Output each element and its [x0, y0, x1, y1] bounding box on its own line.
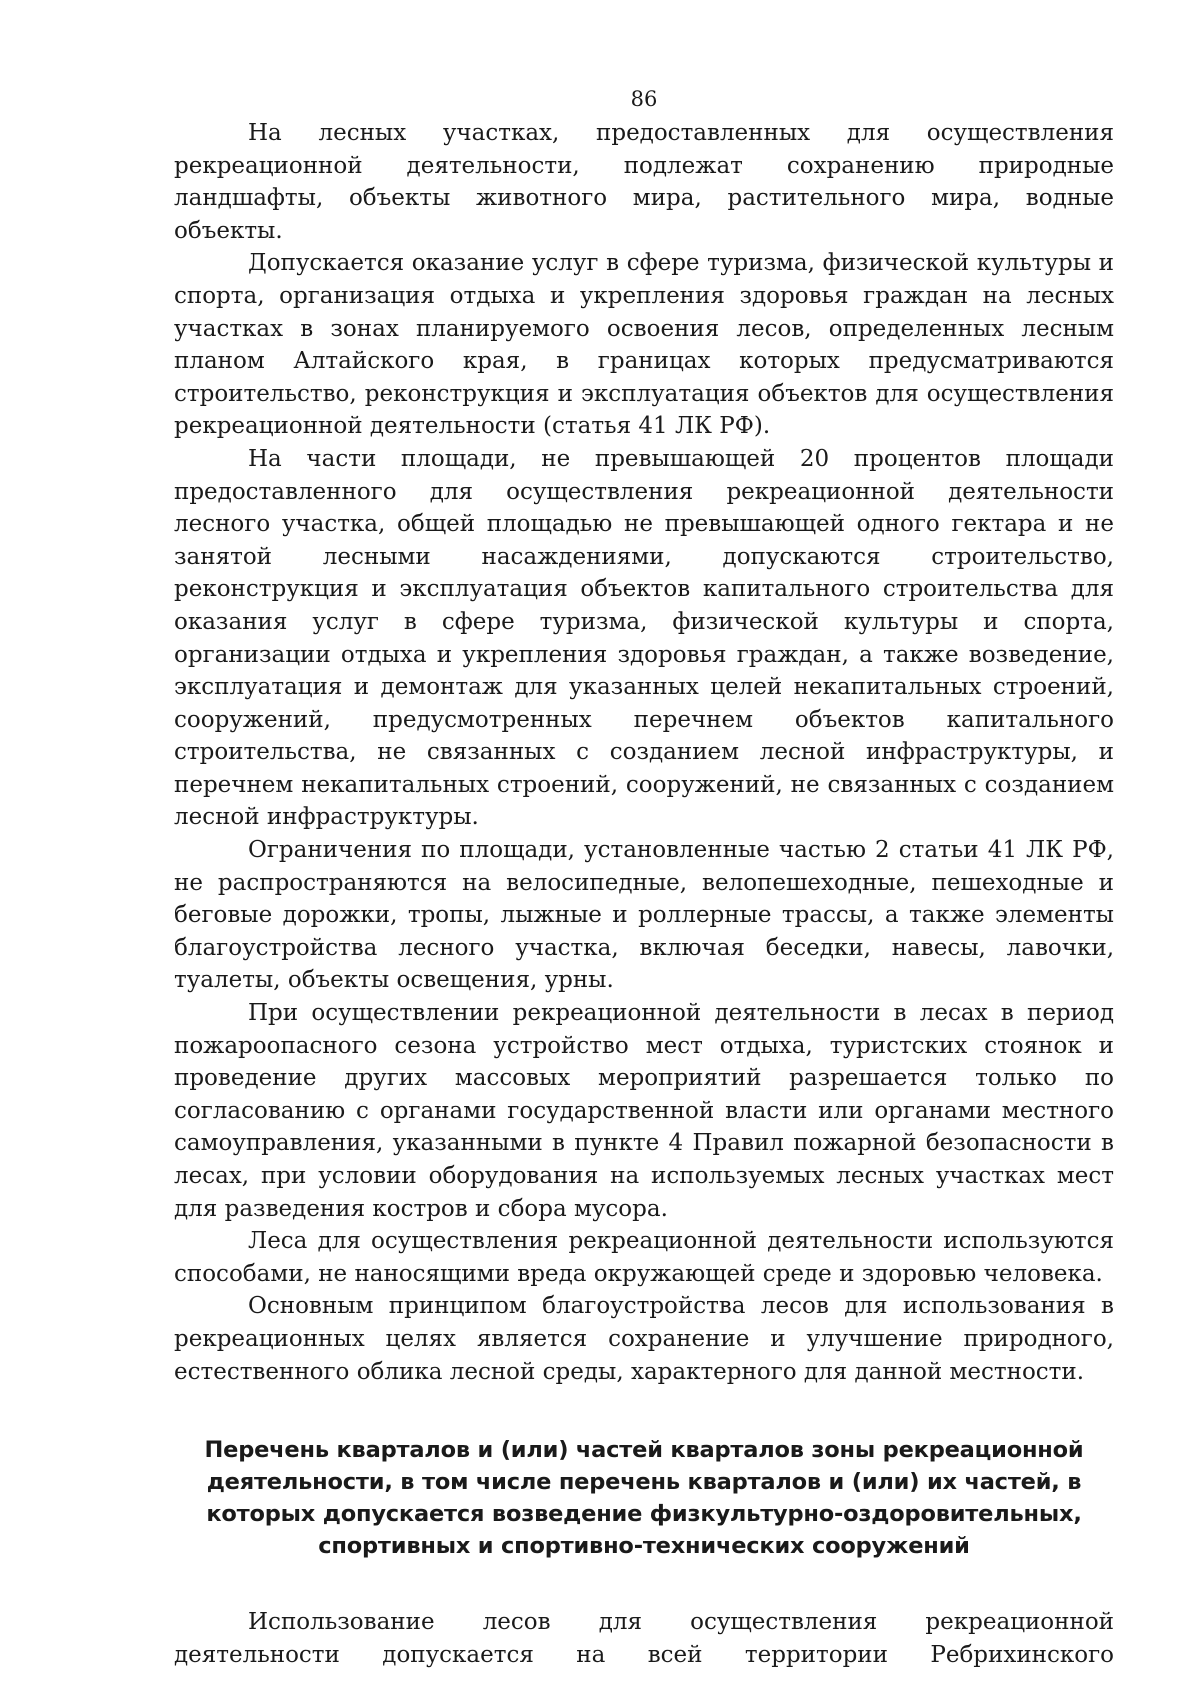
paragraph-area-limit: На части площади, не превышающей 20 процентов площади предоставленного для осуществления рекреационной деятельности лесного участка, общей площадью не превышающей одного гектара и не занятой лесными насаждениями, допускаются строительство, реконструкция и эксплуатация объектов капитального строительства для оказания услуг в сфере туризма, физической культуры и спорта, организации отдыха и укрепления здоровья граждан, а также возведение, эксплуатация и демонтаж для указанных целей некапитальных строений, сооружений, предусмотренных перечнем объектов капитального строительства, не связанных с созданием лесной инфраструктуры, и перечнем некапитальных строений, сооружений, не связанных с созданием лесной инфраструктуры. — [174, 445, 1114, 831]
paragraph-harmless-methods: Леса для осуществления рекреационной деятельности используются способами, не наносящими вреда окружающей среде и здоровью человека. — [174, 1228, 1114, 1287]
paragraph-fire-season: При осуществлении рекреационной деятельности в лесах в период пожароопасного сезона устройство мест отдыха, туристских стоянок и проведение других массовых мероприятий разрешается только по согласованию с органами государственной власти или органами местного самоуправления, указанными в пункте 4 Правил пожарной безопасности в лесах, при условии оборудования на используемых лесных участках мест для разведения костров и сбора мусора. — [174, 1000, 1114, 1222]
paragraph-forest-usage: Использование лесов для осуществления рекреационной деятельности допускается на всей территории Ребрихинского — [174, 1609, 1114, 1668]
paragraph-recreation-preservation: На лесных участках, предоставленных для осуществления рекреационной деятельности, подлежат сохранению природные ландшафты, объекты животного мира, растительного мира, водные объекты. — [174, 120, 1114, 244]
page-number: 86 — [630, 87, 658, 111]
paragraph-services-allowed: Допускается оказание услуг в сфере туризма, физической культуры и спорта, организация отдыха и укрепления здоровья граждан на лесных участках в зонах планируемого освоения лесов, определенных лесным планом Алтайского края, в границах которых предусматриваются строительство, реконструкция и эксплуатация объектов для осуществления рекреационной деятельности (статья 41 ЛК РФ). — [174, 250, 1114, 440]
document-page — [174, 85, 1114, 1671]
paragraph-area-exceptions: Ограничения по площади, установленные частью 2 статьи 41 ЛК РФ, не распространяются на велосипедные, велопешеходные, пешеходные и беговые дорожки, тропы, лыжные и роллерные трассы, а также элементы благоустройства лесного участка, включая беседки, навесы, лавочки, туалеты, объекты освещения, урны. — [174, 837, 1114, 994]
paragraph-improvement-principle: Основным принципом благоустройства лесов для использования в рекреационных целях является сохранение и улучшение природного, естественного облика лесной среды, характерного для данной местности. — [174, 1293, 1114, 1385]
section-heading: Перечень кварталов и (или) частей кварталов зоны рекреационной деятельности, в том числе перечень кварталов и (или) их частей, в которых допускается возведение физкультурно-оздоровительных, спортивных и спортивно-технических сооружений — [204, 1437, 1084, 1560]
